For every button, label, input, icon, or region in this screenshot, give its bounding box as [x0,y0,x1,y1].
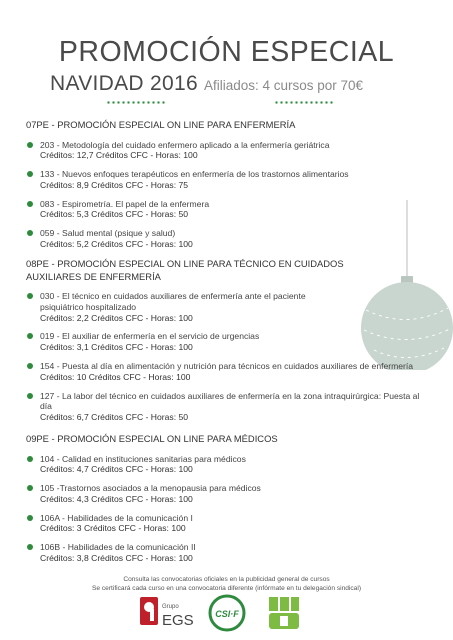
section-heading: 09PE - PROMOCIÓN ESPECIAL ON LINE PARA MÉDICOS [26,433,278,444]
bullet-icon [27,456,33,462]
course-credits: Créditos: 10 Créditos CFC - Horas: 100 [40,371,191,382]
page-subtitle [50,72,363,96]
tagline: Afiliados: 4 cursos por 70€ [203,78,364,93]
dots-divider-right [274,101,334,104]
bullet-icon [27,544,33,550]
section-tcae [26,258,420,423]
list-item [26,454,420,476]
list-item [26,361,420,383]
course-credits: Créditos: 8,9 Créditos CFC - Horas: 75 [40,179,189,190]
bullet-icon [27,230,33,236]
subtitle-year: NAVIDAD 2016 [50,72,198,95]
course-credits: Créditos: 2,2 Créditos CFC - Horas: 100 [40,312,193,323]
section-heading: 07PE - PROMOCIÓN ESPECIAL ON LINE PARA ENFERMERÍA [26,119,296,130]
course-credits: Créditos: 4,3 Créditos CFC - Horas: 100 [40,493,193,504]
course-name: 059 - Salud mental (psique y salud) [40,228,176,239]
section-heading: 08PE - PROMOCIÓN ESPECIAL ON LINE PARA TÉCNICO EN CUIDADOS AUXILIARES DE ENFERMERÍA [26,258,344,282]
course-name: 106A - Habilidades de la comunicación I [40,512,193,523]
health-logo [267,593,301,633]
course-name: 106B - Habilidades de la comunicación II [40,542,196,553]
course-credits: Créditos: 3 Créditos CFC - Horas: 100 [40,523,186,534]
egs-logo [138,593,198,633]
list-item [26,169,420,191]
footer-line-2: Se certificará cada curso en una convocatoria diferente (infórmate en tu delegación sindical) [91,585,362,592]
egs-logo-small-text: Grupo [162,604,179,610]
course-name: 083 - Espirometría. El papel de la enfermera [40,198,210,209]
list-item [26,542,420,564]
list-item [26,391,420,423]
list-item [26,228,420,250]
course-credits: Créditos: 5,2 Créditos CFC - Horas: 100 [40,239,193,250]
course-credits: Créditos: 12,7 Créditos CFC - Horas: 100 [40,150,198,161]
course-name: 154 - Puesta al día en alimentación y nutrición para técnicos en cuidados auxiliares de enfermería [40,360,414,371]
list-item [26,483,420,505]
footer-line-1: Consulta las convocatorias oficiales en la publicidad general de cursos [123,576,330,583]
egs-logo-text: EGS [162,612,194,629]
page-title: PROMOCIÓN ESPECIAL [58,36,395,68]
list-item [26,199,420,221]
course-name: 133 - Nuevos enfoques terapéuticos en enfermería de los trastornos alimentarios [40,169,349,180]
list-item [26,291,420,323]
bullet-icon [27,393,33,399]
course-credits: Créditos: 6,7 Créditos CFC - Horas: 50 [40,412,189,423]
bullet-icon [27,333,33,339]
list-item [26,513,420,535]
bullet-icon [27,171,33,177]
bullet-icon [27,201,33,207]
bullet-icon [27,363,33,369]
course-name: 203 - Metodología del cuidado enfermero aplicado a la enfermería geriátrica [40,139,330,150]
bullet-icon [27,485,33,491]
dots-divider-left [106,101,166,104]
footer-note [0,575,453,593]
course-credits: Créditos: 5,3 Créditos CFC - Horas: 50 [40,209,189,220]
list-item [26,140,420,162]
course-name: 127 - La labor del técnico en cuidados auxiliares de enfermería en la zona intraquirúrgica: Puesta al día [40,390,420,412]
course-name: 104 - Calidad en instituciones sanitarias para médicos [40,453,246,464]
csif-logo-text: CSI·F [215,609,239,619]
course-credits: Créditos: 4,7 Créditos CFC - Horas: 100 [40,464,193,475]
course-name: 105 -Trastornos asociados a la menopausia para médicos [40,483,261,494]
course-name: 030 - El técnico en cuidados auxiliares de enfermería ante el paciente psiquiátrico hospitalizado [40,291,306,312]
list-item [26,331,420,353]
bullet-icon [27,515,33,521]
course-credits: Créditos: 3,8 Créditos CFC - Horas: 100 [40,553,193,564]
course-name: 019 - El auxiliar de enfermería en el servicio de urgencias [40,331,260,342]
csif-logo [207,593,247,633]
section-enfermeria [26,119,420,250]
bullet-icon [27,293,33,299]
logo-bar [0,593,453,633]
section-medicos [26,433,420,564]
course-credits: Créditos: 3,1 Créditos CFC - Horas: 100 [40,342,193,353]
bullet-icon [27,142,33,148]
